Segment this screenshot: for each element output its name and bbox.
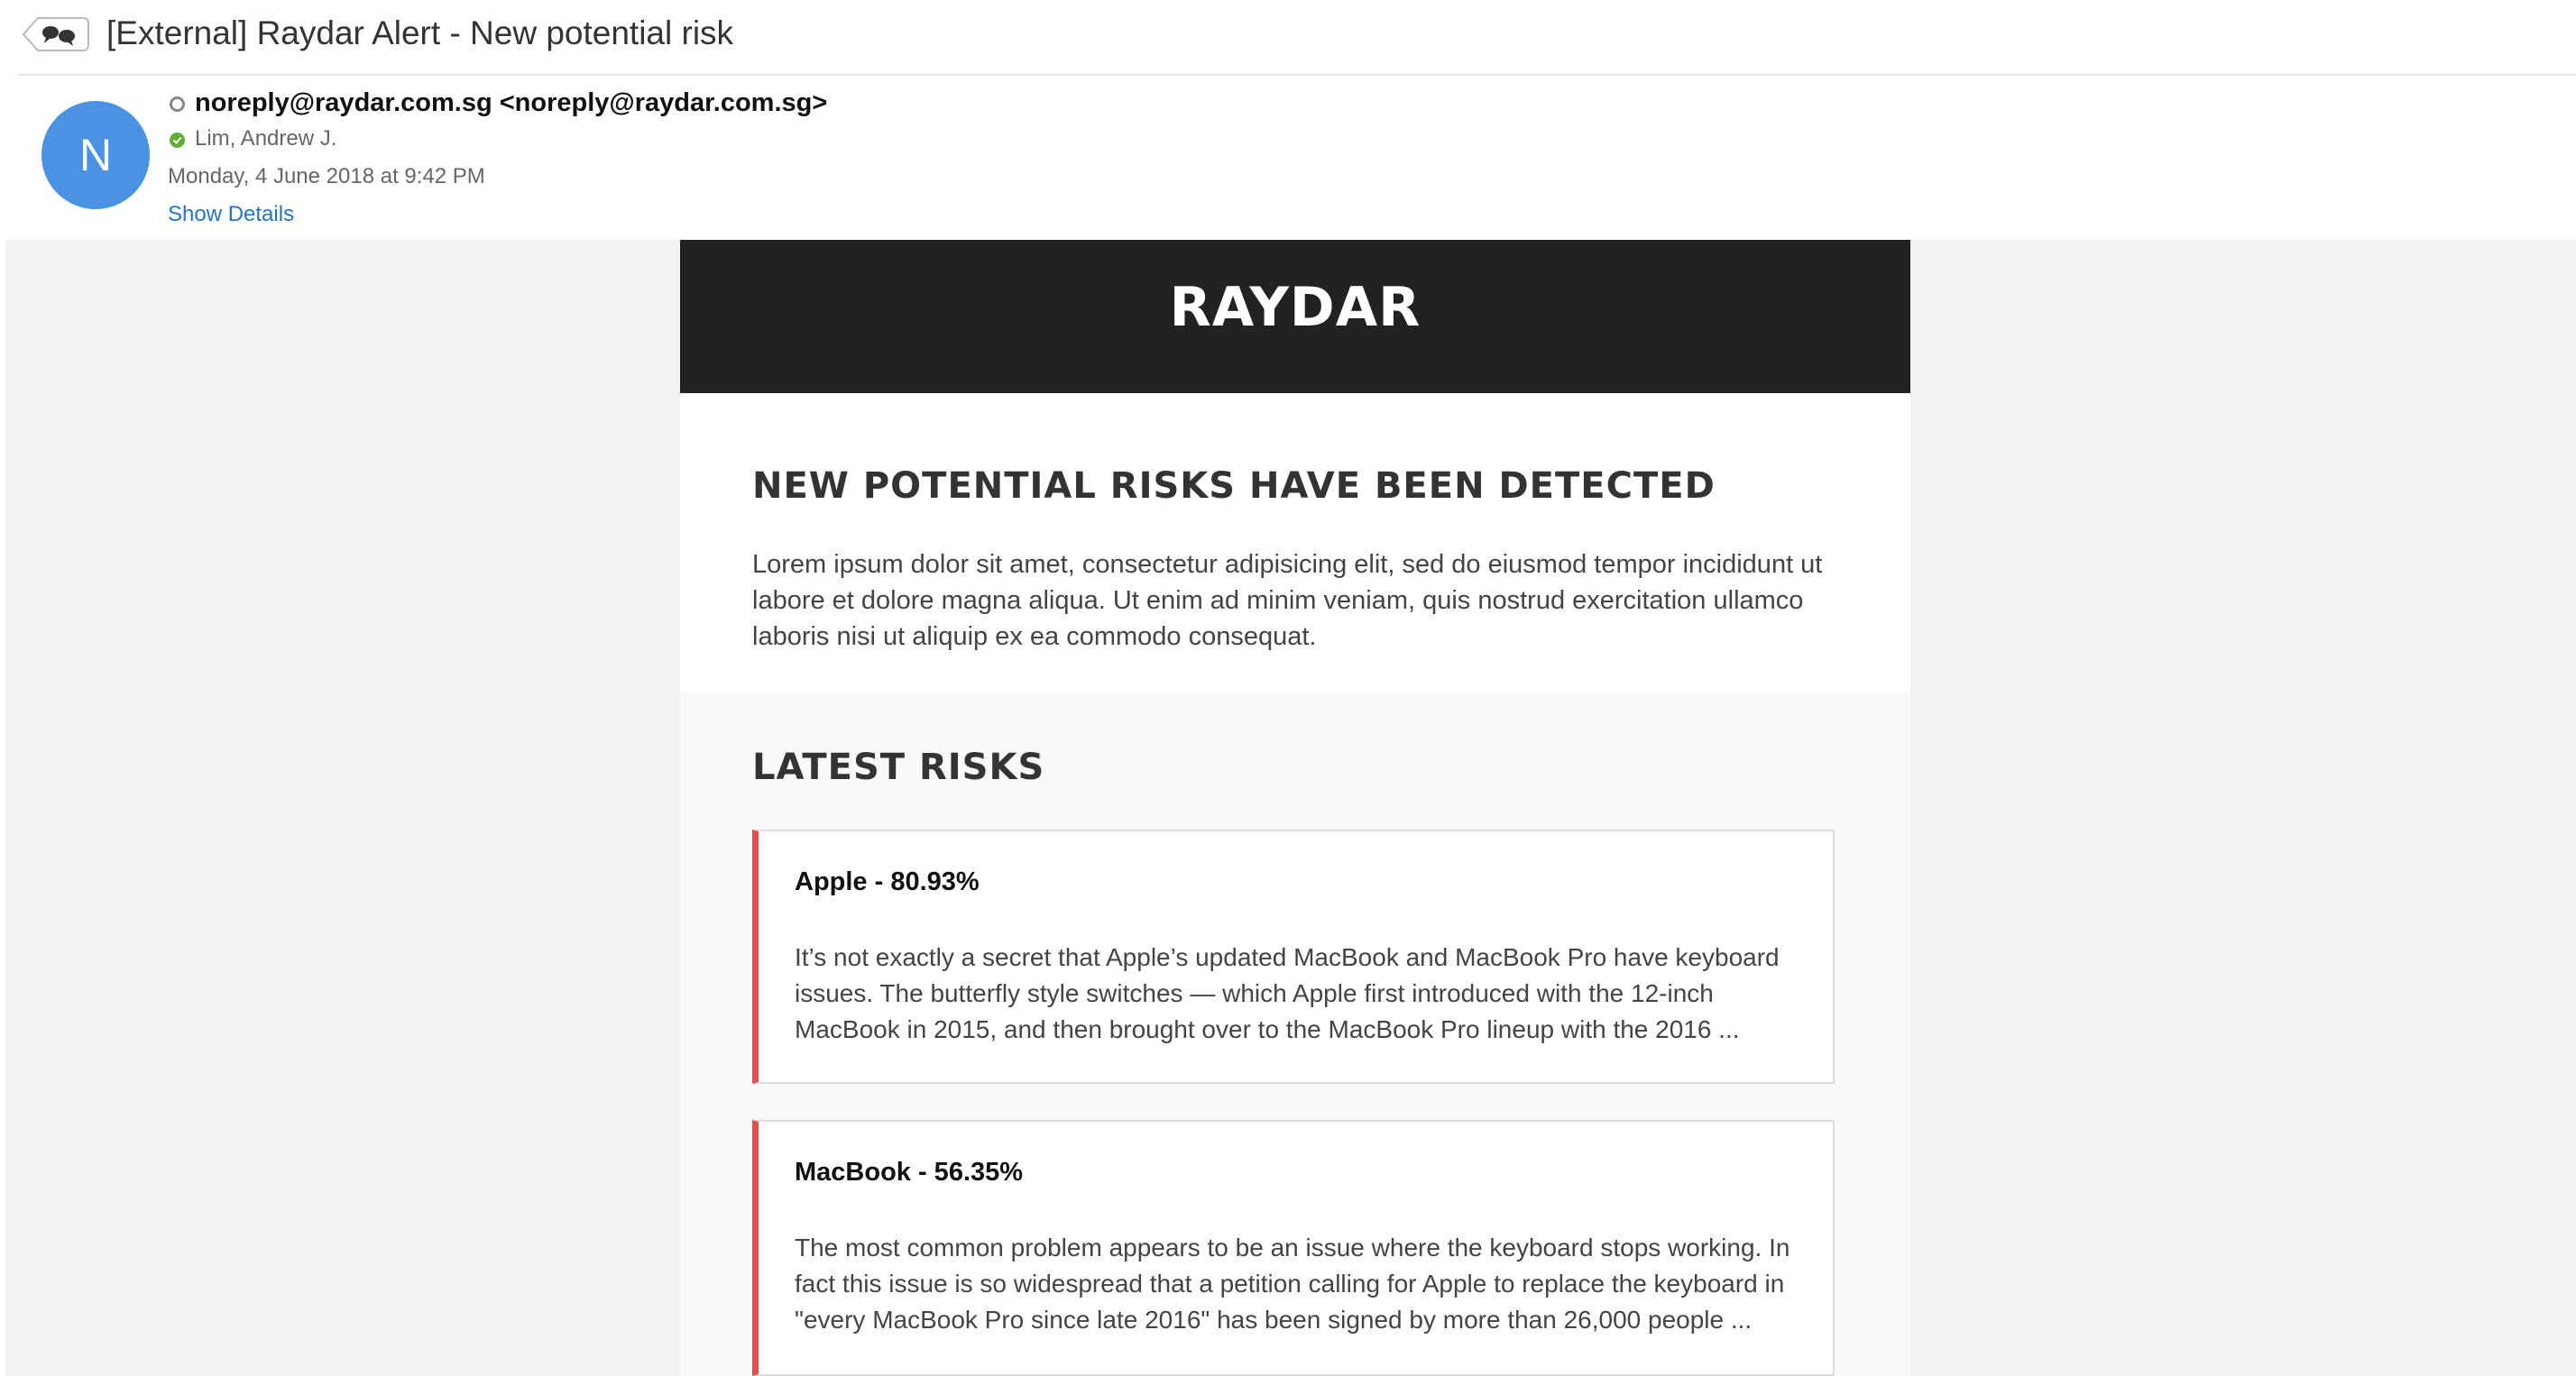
email-body-canvas: [5, 240, 2576, 1376]
sender-status-icon: [170, 96, 185, 112]
risk-summary: The most common problem appears to be an issue where the keyboard stops working. In fact this issue is so widespread that a petition calling for Apple to replace the keyboard in "every MacBook Pro since late 2016" has been signed by more than 26,000 people ...: [795, 1234, 1790, 1334]
risk-name: MacBook - 56.35%: [795, 1158, 1024, 1187]
sender-avatar[interactable]: N: [41, 101, 150, 209]
risk-name: Apple - 80.93%: [795, 867, 980, 896]
risk-card: [752, 1120, 1835, 1376]
risk-card: [752, 830, 1835, 1084]
sent-date: Monday, 4 June 2018 at 9:42 PM: [168, 164, 485, 188]
sender-address[interactable]: noreply@raydar.com.sg <noreply@raydar.com.sg>: [195, 88, 828, 117]
email-subject: [External] Raydar Alert - New potential risk: [106, 14, 734, 51]
intro-paragraph: Lorem ipsum dolor sit amet, consectetur adipisicing elit, sed do eiusmod tempor incididunt ut labore et dolore magna aliqua. Ut enim ad minim veniam, quis nostrud exercitation ullamco laboris nisi ut aliquip ex ea commodo consequat.: [752, 550, 1823, 651]
risk-summary: It’s not exactly a secret that Apple’s updated MacBook and MacBook Pro have keyboard issues. The butterfly style switches — which Apple first introduced with the 12-inch MacBook in 2015, and then brought over to the MacBook Pro lineup with the 2016 ...: [795, 943, 1780, 1043]
intro-heading: NEW POTENTIAL RISKS HAVE BEEN DETECTED: [752, 465, 1716, 507]
show-details-link[interactable]: Show Details: [168, 202, 295, 226]
latest-risks-heading: LATEST RISKS: [752, 747, 1045, 788]
conversation-icon: [22, 16, 90, 52]
recipient-name[interactable]: Lim, Andrew J.: [195, 126, 337, 151]
conversation-button[interactable]: [22, 16, 90, 52]
brand-logo: RAYDAR: [1169, 276, 1421, 339]
subject-bar: [18, 0, 2576, 76]
email-card: [680, 240, 1910, 1376]
recipient-status-icon: [170, 133, 185, 148]
brand-header: [680, 240, 1910, 393]
latest-risks-section: [680, 693, 1910, 1376]
